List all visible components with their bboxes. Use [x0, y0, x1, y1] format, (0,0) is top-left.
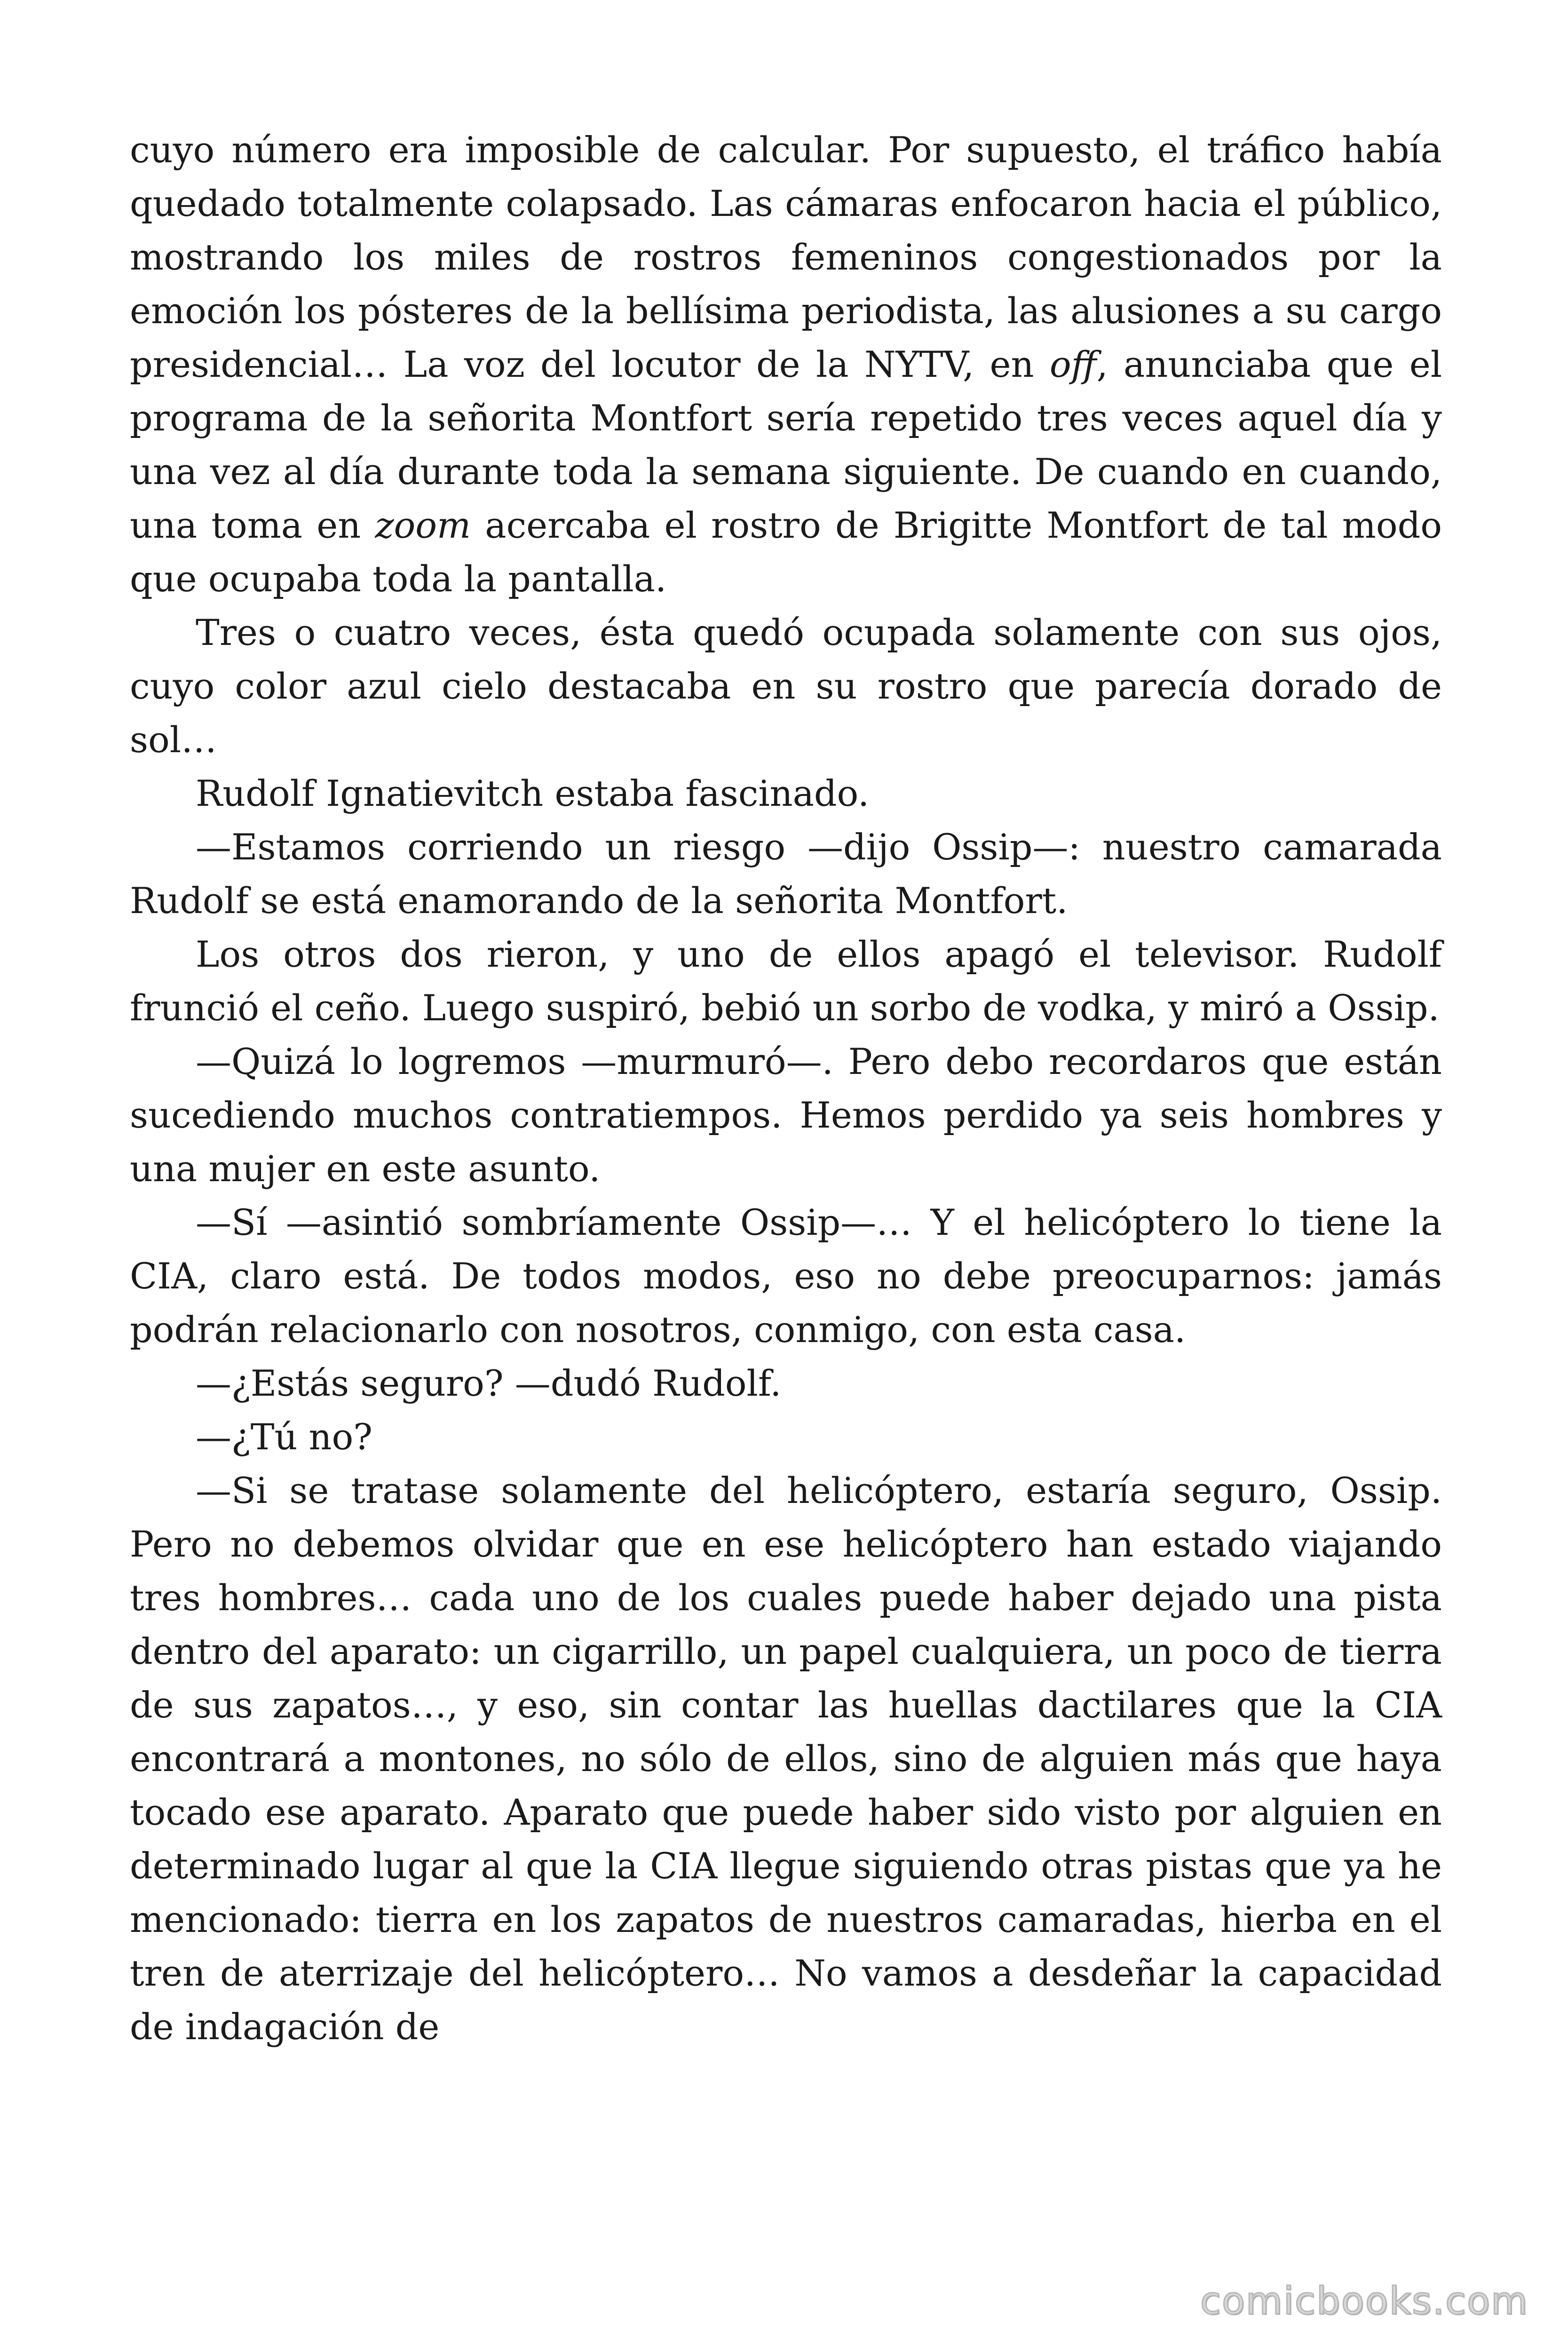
- paragraph-text: —Sí —asintió sombríamente Ossip—… Y el helicóptero lo tiene la CIA, claro está. De todos modos, eso no debe preocuparnos: jamás podrán relacionarlo con nosotros, conmigo, con esta casa.: [130, 1201, 1442, 1351]
- paragraph: [130, 1035, 1442, 1196]
- page-body-text: [130, 123, 1442, 2054]
- paragraph: [130, 1410, 1442, 1464]
- paragraph-text: Los otros dos rieron, y uno de ellos apagó el televisor. Rudolf frunció el ceño. Luego suspiró, bebió un sorbo de vodka, y miró a Ossip.: [130, 933, 1442, 1029]
- paragraph-text: —Quizá lo logremos —murmuró—. Pero debo recordaros que están sucediendo muchos contratiempos. Hemos perdido ya seis hombres y una mujer en este asunto.: [130, 1041, 1442, 1190]
- paragraph: [130, 928, 1442, 1035]
- paragraph: [130, 767, 1442, 820]
- paragraph: [130, 123, 1442, 606]
- paragraph-text: Rudolf Ignatievitch estaba fascinado.: [196, 772, 870, 814]
- italic-text: zoom: [375, 504, 471, 546]
- paragraph: [130, 1464, 1442, 2054]
- paragraph-text: —Si se tratase solamente del helicóptero, estaría seguro, Ossip. Pero no debemos olvidar que en ese helicóptero han estado viajando tres hombres… cada uno de los cuales puede haber dejado una pista dentro del aparato: un cigarrillo, un papel cualquiera, un poco de tierra de sus zapatos…, y eso, sin contar las huellas dactilares que la CIA encontrará a montones, no sólo de ellos, sino de alguien más que haya tocado ese aparato. Aparato que puede haber sido visto por alguien en determinado lugar al que la CIA llegue siguiendo otras pistas que ya he mencionado: tierra en los zapatos de nuestros camaradas, hierba en el tren de aterrizaje del helicóptero… No vamos a desdeñar la capacidad de indagación de: [130, 1470, 1442, 2048]
- paragraph: [130, 606, 1442, 767]
- paragraph: [130, 1357, 1442, 1410]
- paragraph: [130, 820, 1442, 928]
- paragraph-text: —Estamos corriendo un riesgo —dijo Ossip—: nuestro camarada Rudolf se está enamorando de la señorita Montfort.: [130, 826, 1442, 922]
- paragraph: [130, 1196, 1442, 1357]
- paragraph-text: —¿Tú no?: [196, 1416, 372, 1458]
- paragraph-text: —¿Estás seguro? —dudó Rudolf.: [196, 1362, 782, 1404]
- paragraph-text: cuyo número era imposible de calcular. Por supuesto, el tráfico había quedado totalmente colapsado. Las cámaras enfocaron hacia el público, mostrando los miles de rostros femeninos congestionados por la emoción los pósteres de la bellísima periodista, las alusiones a su cargo presidencial… La voz del locutor de la NYTV, en: [130, 129, 1442, 385]
- paragraph-text: acercaba el rostro de Brigitte Montfort de tal modo que ocupaba toda la pantalla.: [130, 504, 1442, 600]
- paragraph-text: Tres o cuatro veces, ésta quedó ocupada solamente con sus ojos, cuyo color azul cielo destacaba en su rostro que parecía dorado de sol…: [130, 612, 1442, 761]
- paragraph-text: , anunciaba que el programa de la señorita Montfort sería repetido tres veces aquel día y una vez al día durante toda la semana siguiente. De cuando en cuando, una toma en: [130, 343, 1442, 546]
- italic-text: off: [1049, 343, 1097, 385]
- watermark-logo: comicbooks.com: [1200, 2279, 1528, 2323]
